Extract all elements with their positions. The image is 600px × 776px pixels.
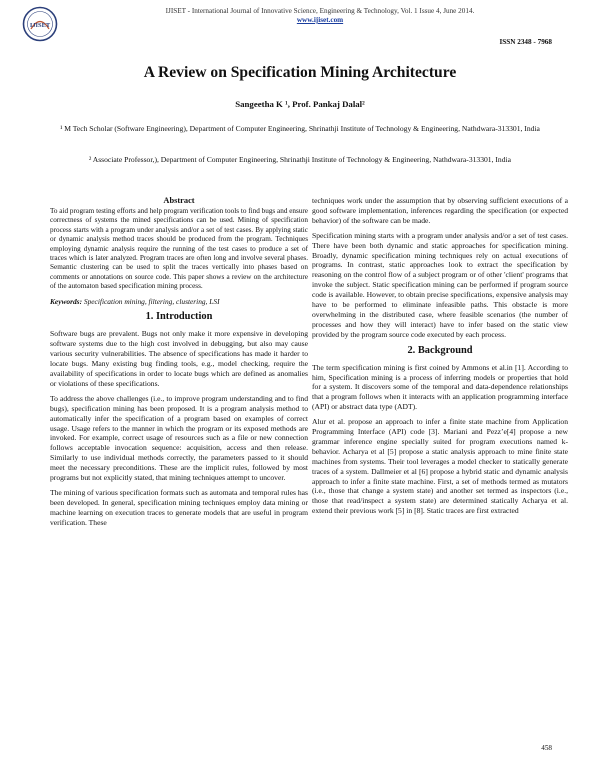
abstract-text: To aid program testing efforts and help program verification tools to find bugs and ensure correctness of systems the mined specifications can be used. Mining of specification process starts with a program under analysis and/or a set of test cases. By applying static or dynamic analysis method traces should be produced from the program. Techniques employing dynamic analysis require the running of the test cases to produce a set of traces which is later analyzed. Program traces are often long and involve several phases. Semantic clustering can be used to split the traces vertically into phases based on comments or annotations on source code. This paper shows a review on the architecture of the automaton based specification mining process. (50, 206, 308, 291)
left-column (50, 196, 308, 533)
paper-title: A Review on Specification Mining Architecture (143, 64, 457, 81)
right-column (312, 196, 568, 521)
background-paragraph-2: Alur et al. propose an approach to infer a finite state machine from Application Programming Interface (API) code [3]. Mariani and Pezz’e[4] propose a new grammar inference engine specially suited for program executions named k-behavior. Acharya et al [5] propose a static analysis approach to mine finite state machines from systems. Their tool leverages a model checker to statically generate traces of a system. Dallmeier et al [6] propose a hybrid static and dynamic analysis approach to infer a finite state machine. First, a set of methods termed as mutators (i.e., those that change a system state) and another set termed as inspectors (i.e., those that read/inspect a system state) are determined statically Acharya et al. extend their previous work [5] in [8]. Static traces are first extracted (312, 417, 568, 516)
intro-paragraph-2: To address the above challenges (i.e., to improve program understanding and to find bugs), specification mining has been proposed. It is a program analysis method to automatically infer the specification of a program based on examples of correct usage. Usage refers to the manner in which the program or its exposed methods are invoked. For example, correct usage of resources such as a file or new connection follows acceptable invocation sequence: acquisition, access and then release. Similarly to use individual methods correctly, the parameters passed to it should meet the necessary preconditions. These are the implicit rules, followed by most programs but not explicitly stated, that mining techniques attempt to uncover. (50, 393, 308, 483)
logo-text: IJISET (29, 22, 51, 29)
intro-paragraph-3: The mining of various specification formats such as automata and temporal rules has been developed. In general, specification mining techniques employ data mining or machine learning on execution traces to generate models that are useful in program verification. These (50, 487, 308, 527)
page-number: 458 (541, 744, 552, 752)
abstract-heading: Abstract (163, 196, 195, 205)
affiliation-1: ¹ M Tech Scholar (Software Engineering), Department of Computer Engineering, Shrinathji Institute of Technology & Engineering, Nathdwara-313301, India (60, 124, 540, 133)
intro-paragraph-1: Software bugs are prevalent. Bugs not only make it more expensive in developing software systems due to the high cost involved in debugging, but also may cause various security vulnerabilities. The absence of specifications has made it harder to locate bugs. Many existing bug finding tools, e.g., model checking, require the availability of specifications in order to locate bugs which are defined as anomalies or violations of these specifications. (50, 329, 308, 388)
section-1-heading: 1. Introduction (145, 311, 213, 323)
right-paragraph-2: Specification mining starts with a program under analysis and/or a set of test cases. There have been both dynamic and static approaches for specification mining. Broadly, dynamic specification mining techniques rely on actual executions of programs. In contrast, static approaches look to extract the specification by reasoning on the control flow of a subject program or of other 'client' programs that invoke the subject. Static specification mining can be performed if program source code is available. However, to obtain precise specifications, expensive analysis may have to be performed to eliminate infeasible paths. This obstacle is more overwhelming in the distributed case, where feasible scenarios (the number of processes and how they will interact) have to infer based on the static view provided by the program source code executed by each process. (312, 230, 568, 339)
keywords-line (50, 297, 308, 307)
keywords-label: Keywords: (50, 296, 83, 306)
section-2-heading: 2. Background (407, 344, 473, 356)
paper-authors: Sangeetha K ¹, Prof. Pankaj Dalal² (235, 99, 365, 109)
background-paragraph-1: The term specification mining is first coined by Ammons et al.in [1]. According to him, Specification mining is a process of inferring models or properties that hold for a system. It discovers some of the temporal and data-dependence relationships that a program follows when it interacts with an application programming interface (API) or abstract data type (ADT). (312, 362, 568, 412)
journal-website-link[interactable]: www.ijiset.com (296, 16, 344, 24)
affiliation-2: ² Associate Professor,), Department of Computer Engineering, Shrinathji Institute of Technology & Engineering, Nathdwara-313301, India (88, 155, 512, 164)
right-paragraph-1: techniques work under the assumption that by observing sufficient executions of a good software implementation, inferences regarding the specification (or expected behavior) of the software can be made. (312, 196, 568, 225)
issn-number: ISSN 2348 - 7968 (499, 38, 552, 46)
journal-logo-icon (22, 6, 58, 42)
journal-header-line: IJISET - International Journal of Innovative Science, Engineering & Technology, Vol. 1 Issue 4, June 2014. (165, 7, 475, 15)
keywords-list: Specification mining, filtering, clustering, LSI (83, 296, 220, 306)
